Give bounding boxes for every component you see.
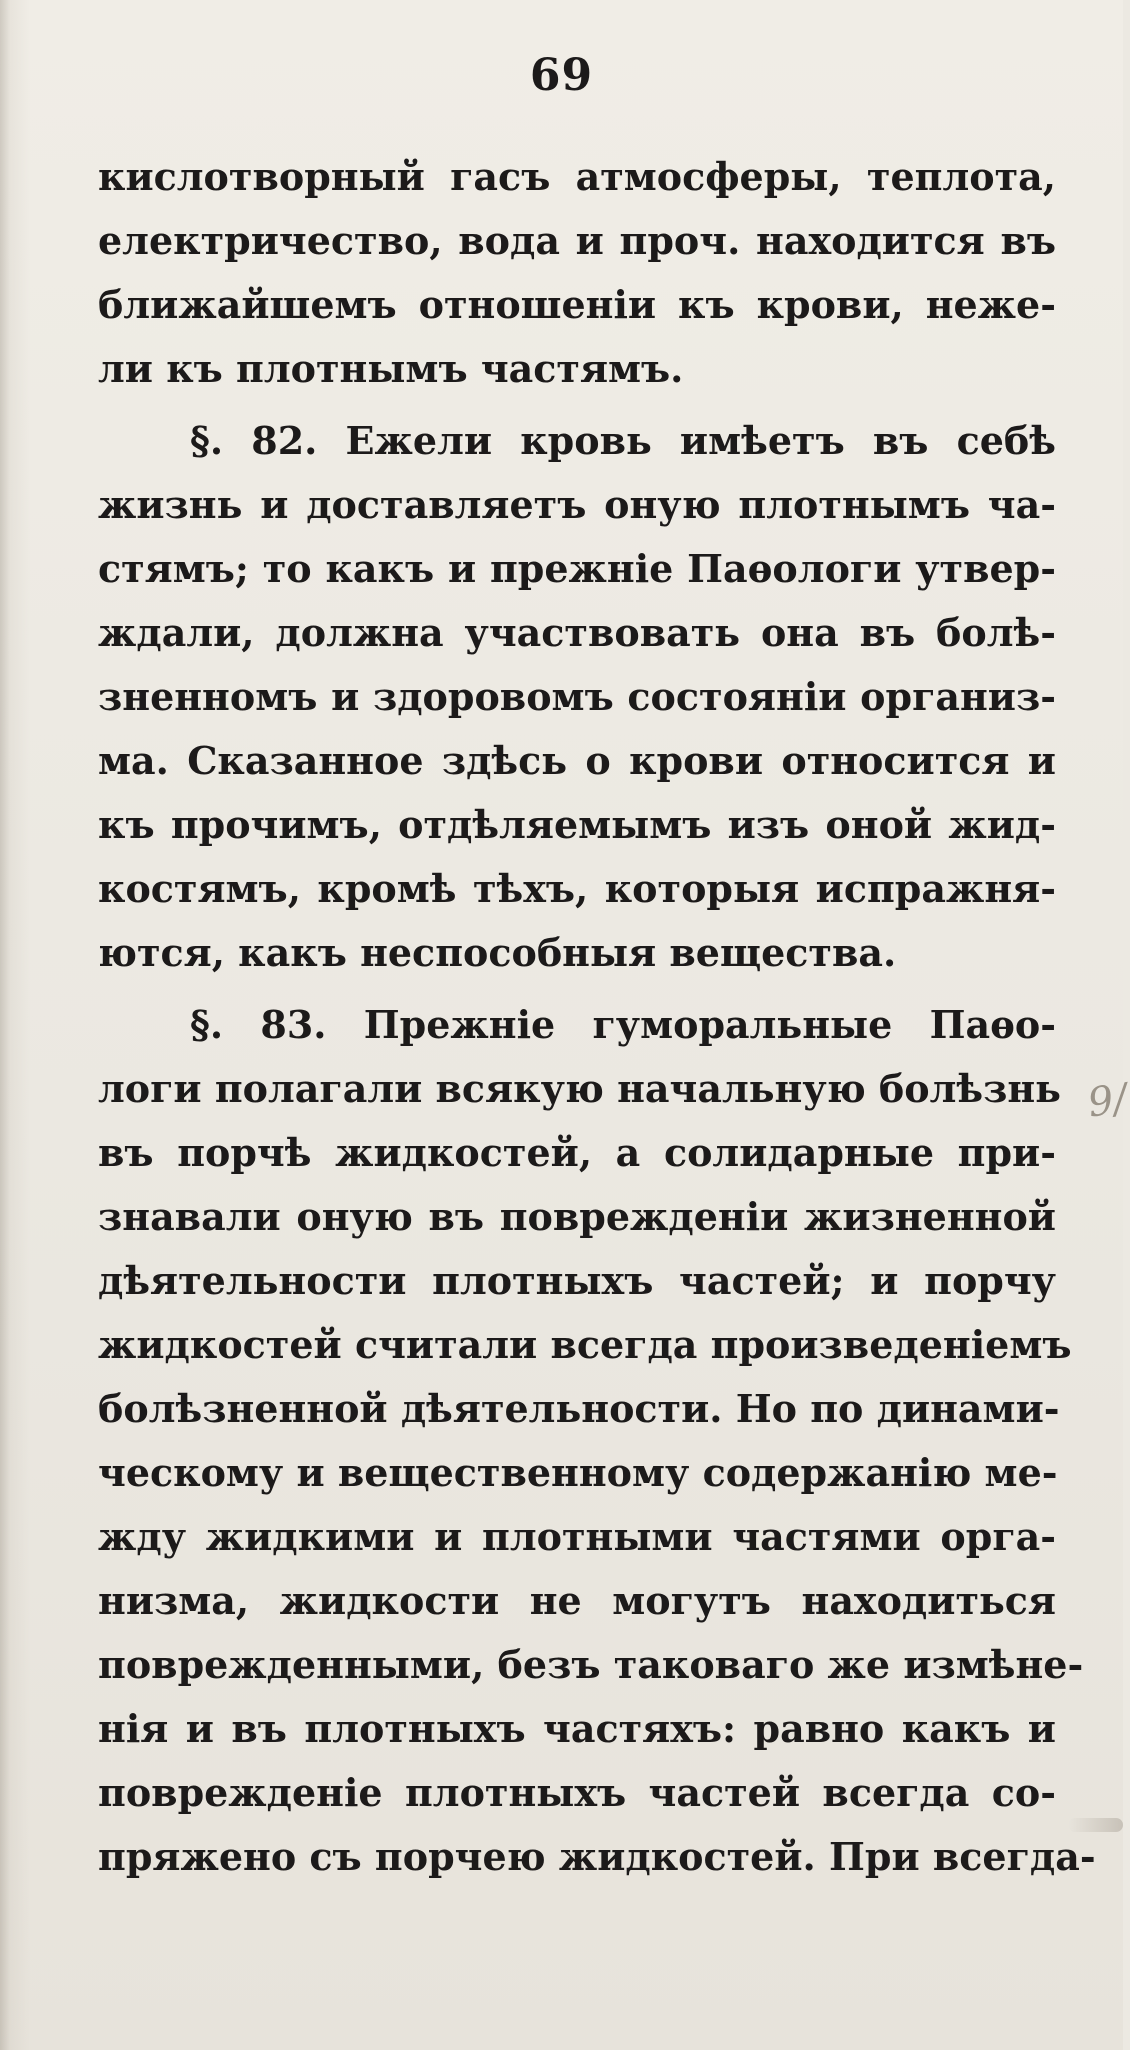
margin-note: 9/ — [1084, 1075, 1130, 1127]
text-line-17: знавали оную въ поврежденiи жизненной — [98, 1194, 1056, 1239]
text-line-21: ческому и вещественному содержанiю ме- — [98, 1450, 1058, 1495]
text-line-5: §. 82. Ежели кровь имѣетъ въ себѣ — [190, 418, 1056, 463]
text-line-12: костямъ, кромѣ тѣхъ, которыя испражня- — [98, 866, 1056, 911]
paragraph-gap — [98, 985, 1056, 993]
text-line-16: въ порчѣ жидкостей, а солидарные при- — [98, 1130, 1056, 1175]
text-line-25: нiя и въ плотныхъ частяхъ: равно какъ и — [98, 1706, 1056, 1751]
text-line-2: електричество, вода и проч. находится въ — [98, 218, 1056, 263]
text-line-11: къ прочимъ, отдѣляемымъ изъ оной жид- — [98, 802, 1056, 847]
text-line-22: жду жидкими и плотными частями орга- — [98, 1514, 1056, 1559]
body-text — [98, 145, 1096, 1889]
text-line-9: зненномъ и здоровомъ состоянiи организ- — [98, 674, 1056, 719]
text-line-26: поврежденiе плотныхъ частей всегда со- — [98, 1770, 1056, 1815]
text-line-15: логи полагали всякую начальную болѣзнь — [98, 1066, 1061, 1111]
text-line-8: ждали, должна участвовать она въ болѣ- — [98, 610, 1056, 655]
text-line-4: ли къ плотнымъ частямъ. — [98, 346, 684, 391]
text-line-18: дѣятельности плотныхъ частей; и порчу — [98, 1258, 1056, 1303]
text-line-14: §. 83. Прежнiе гуморальные Паѳо- — [190, 1002, 1056, 1047]
text-line-3: ближайшемъ отношенiи къ крови, неже- — [98, 282, 1056, 327]
text-line-20: болѣзненной дѣятельности. Но по динами- — [98, 1386, 1060, 1431]
text-line-1: кислотворный гасъ атмосферы, теплота, — [98, 154, 1056, 199]
text-line-13: ются, какъ неспособныя вещества. — [98, 930, 897, 975]
text-line-19: жидкостей считали всегда произведенiемъ — [98, 1322, 1072, 1367]
text-line-7: стямъ; то какъ и прежнiе Паѳологи утвер- — [98, 546, 1056, 591]
margin-mark — [1068, 1818, 1123, 1832]
text-line-27: пряжено съ порчею жидкостей. При всегда- — [98, 1834, 1096, 1879]
page-number: 69 — [529, 50, 594, 101]
text-line-6: жизнь и доставляетъ оную плотнымъ ча- — [98, 482, 1056, 527]
paragraph-gap — [98, 401, 1056, 409]
text-line-10: ма. Сказанное здѣсь о крови относится и — [98, 738, 1056, 783]
text-line-23: низма, жидкости не могутъ находиться — [98, 1578, 1056, 1623]
text-line-24: поврежденными, безъ таковаго же измѣне- — [98, 1642, 1084, 1687]
